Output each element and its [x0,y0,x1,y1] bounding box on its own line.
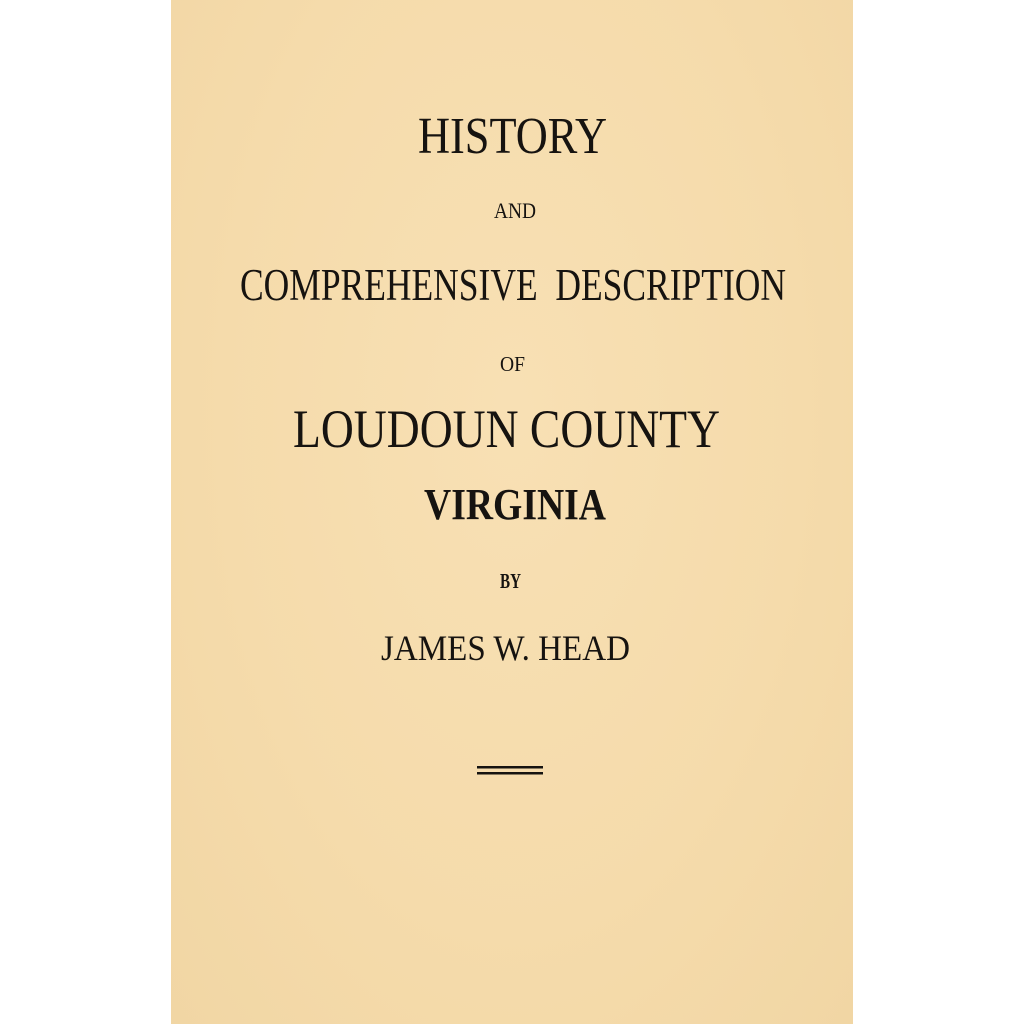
title-and: AND [494,198,536,223]
title-comprehensive-description: COMPREHENSIVE DESCRIPTION [240,260,786,310]
double-rule-ornament [477,766,543,775]
title-of: OF [500,352,525,376]
title-loudoun-county: LOUDOUN COUNTY [293,399,720,459]
title-history: HISTORY [418,108,607,165]
author-name: JAMES W. HEAD [381,628,630,668]
title-virginia: VIRGINIA [424,480,607,529]
title-by: BY [500,569,521,593]
